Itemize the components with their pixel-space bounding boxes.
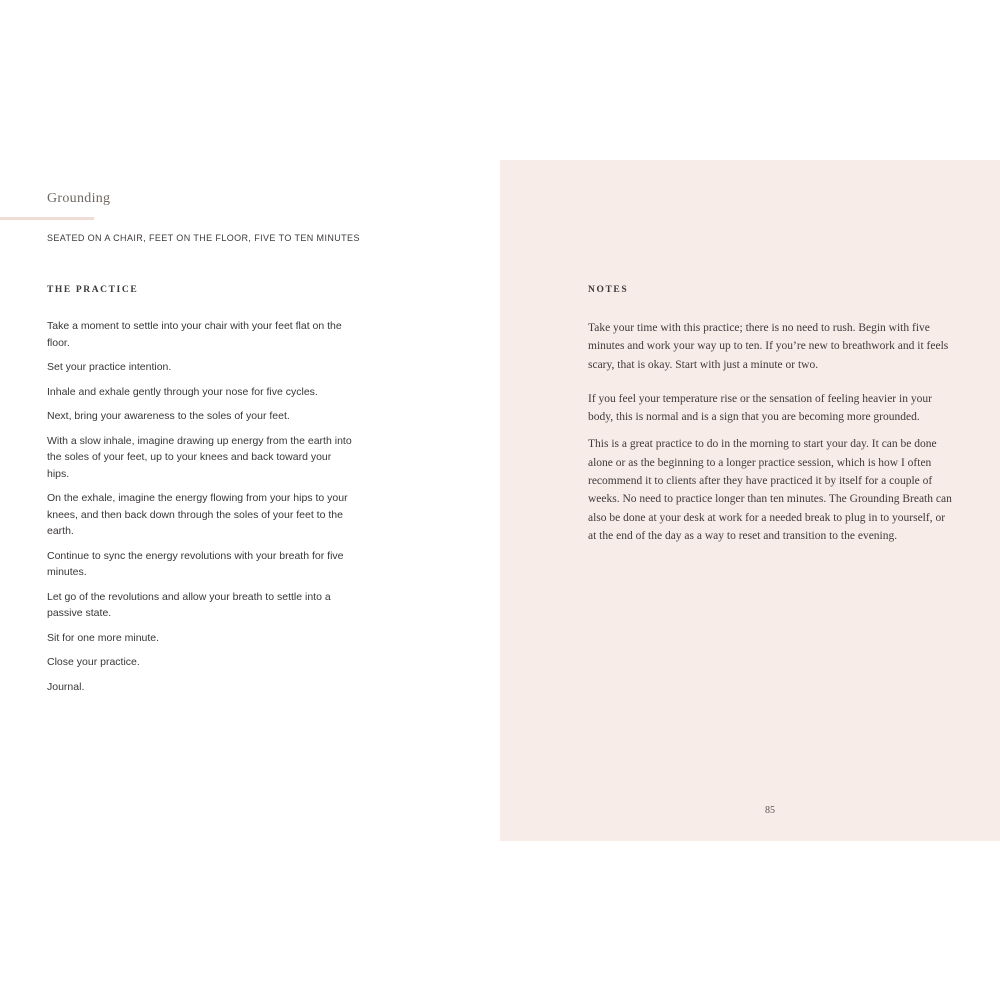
page-number: 85 — [765, 805, 775, 816]
practice-step: On the exhale, imagine the energy flowing from your hips to your knees, and then back down through the soles of your feet to the earth. — [47, 492, 348, 537]
practice-step: Close your practice. — [47, 656, 140, 668]
practice-step: Next, bring your awareness to the soles of your feet. — [47, 410, 290, 422]
notes-panel — [500, 160, 1000, 841]
notes-body — [588, 319, 953, 554]
practice-step: With a slow inhale, imagine drawing up energy from the earth into the soles of your feet, up to your knees and back toward your hips. — [47, 434, 352, 480]
practice-step: Set your practice intention. — [47, 361, 172, 373]
practice-step: Journal. — [47, 680, 85, 693]
practice-steps — [47, 318, 352, 703]
notes-paragraph: Take your time with this practice; there is no need to rush. Begin with five minutes and work your way up to ten. If you’re new to breathwork and it feels scary, that is okay. Start with just a minute or two. — [588, 322, 949, 371]
notes-paragraph: This is a great practice to do in the morning to start your day. It can be done alone or as the beginning to a longer practice session, which is how I often recommend it to clients after they have practiced it by itself for a couple of weeks. No need to practice longer than ten minutes. The Grounding Breath can also be done at your desk at work for a needed break to plug in to yourself, or at the end of the day as a way to reset and transition to the evening. — [588, 438, 952, 542]
title-accent-rule — [0, 217, 94, 220]
notes-paragraph: If you feel your temperature rise or the sensation of feeling heavier in your body, this is normal and is a sign that you are becoming more grounded. — [588, 392, 932, 424]
practice-step: Continue to sync the energy revolutions with your breath for five minutes. — [47, 549, 344, 578]
practice-subtitle: SEATED ON A CHAIR, FEET ON THE FLOOR, FIVE TO TEN MINUTES — [47, 233, 360, 243]
practice-step: Let go of the revolutions and allow your breath to settle into a passive state. — [47, 590, 331, 619]
practice-step: Sit for one more minute. — [47, 631, 160, 644]
practice-heading: THE PRACTICE — [47, 285, 139, 295]
practice-step: Inhale and exhale gently through your nose for five cycles. — [47, 385, 318, 398]
practice-step: Take a moment to settle into your chair with your feet flat on the floor. — [47, 320, 342, 349]
chapter-title: Grounding — [47, 191, 111, 206]
notes-heading: NOTES — [588, 285, 629, 295]
